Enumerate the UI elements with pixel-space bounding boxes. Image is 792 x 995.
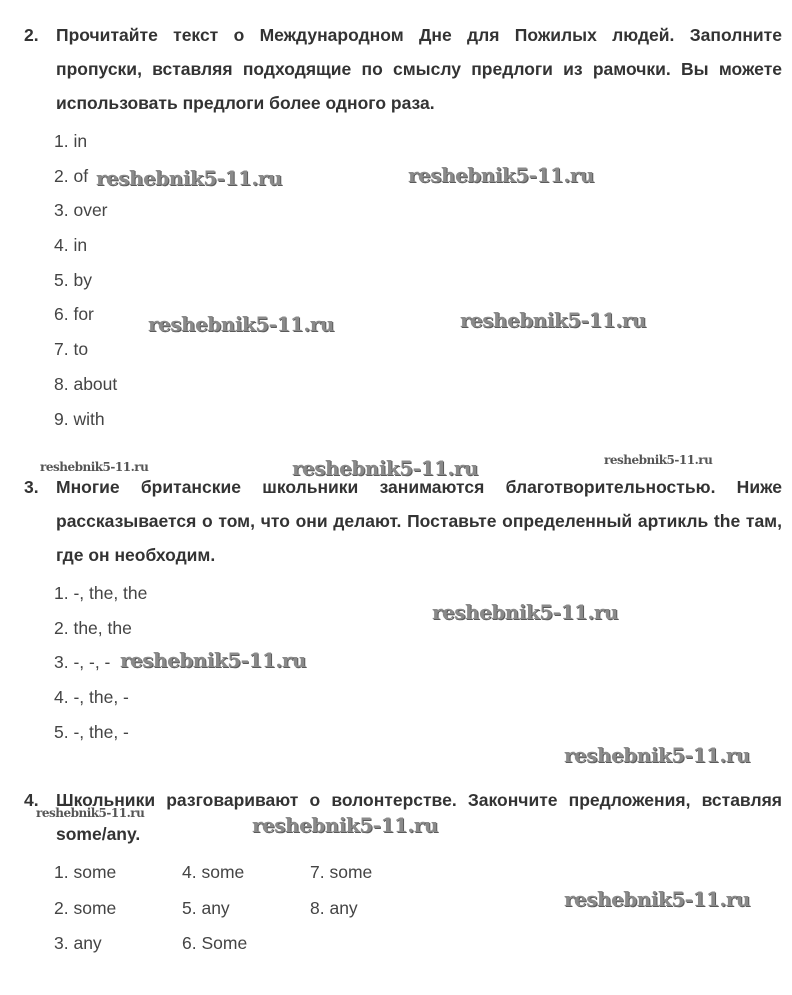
watermark: reshebnik5-11.ru [604, 453, 713, 467]
task-4-instructions: Школьники разговаривают о волонтерстве. Закончите предложения, вставляя some/any. [56, 790, 782, 844]
task-2-number: 2. [24, 25, 39, 45]
answer-item: 1. -, the, the [54, 583, 148, 603]
answer-item: 6. Some [182, 933, 248, 953]
answer-item: 2. the, the [54, 617, 132, 638]
watermark: reshebnik5-11.ru [564, 743, 750, 767]
answer-item: 7. some [310, 862, 373, 882]
watermark: reshebnik5-11.ru [120, 648, 306, 672]
answer-item: 2. some [54, 897, 117, 918]
answer-item: 3. -, -, - [54, 652, 111, 673]
watermark: reshebnik5-11.ru [252, 813, 438, 837]
answer-item: 5. by [54, 269, 92, 290]
task-3 [24, 470, 782, 749]
answer-item: 4. -, the, - [54, 687, 129, 708]
task-3-number: 3. [24, 477, 39, 497]
answer-item: 5. any [182, 897, 230, 918]
watermark: reshebnik5-11.ru [36, 806, 145, 820]
watermark: reshebnik5-11.ru [40, 460, 149, 474]
task-2 [24, 18, 782, 436]
task-2-instructions: Прочитайте текст о Международном Дне для Пожилых людей. Заполните пропуски, вставляя подходящие по смыслу предлоги из рамочки. Вы можете использовать предлоги более одного раза. [56, 25, 782, 113]
answer-item: 1. in [54, 131, 88, 151]
answer-item: 4. in [54, 235, 88, 256]
answer-item: 7. to [54, 339, 89, 360]
watermark: reshebnik5-11.ru [292, 456, 478, 480]
watermark: reshebnik5-11.ru [96, 166, 282, 190]
answer-item: 2. of [54, 165, 89, 186]
watermark: reshebnik5-11.ru [460, 308, 646, 332]
watermark: reshebnik5-11.ru [408, 163, 594, 187]
answer-item: 5. -, the, - [54, 721, 129, 742]
answer-item: 6. for [54, 304, 94, 325]
answer-item: 3. any [54, 933, 102, 953]
task-2-heading [24, 18, 782, 120]
answer-item: 9. with [54, 408, 105, 429]
answer-item: 8. any [310, 897, 358, 918]
answer-item: 3. over [54, 200, 108, 221]
task-3-instructions: Многие британские школьники занимаются благотворительностью. Ниже рассказывается о том, что они делают. Поставьте определенный артикль the там, где он необходим. [56, 477, 782, 565]
task-4-number: 4. [24, 790, 39, 810]
answer-item: 4. some [182, 862, 245, 882]
watermark: reshebnik5-11.ru [564, 887, 750, 911]
task-3-heading [24, 470, 782, 572]
watermark: reshebnik5-11.ru [148, 312, 334, 336]
answer-item: 8. about [54, 373, 118, 394]
watermark: reshebnik5-11.ru [432, 600, 618, 624]
answer-item: 1. some [54, 862, 117, 882]
